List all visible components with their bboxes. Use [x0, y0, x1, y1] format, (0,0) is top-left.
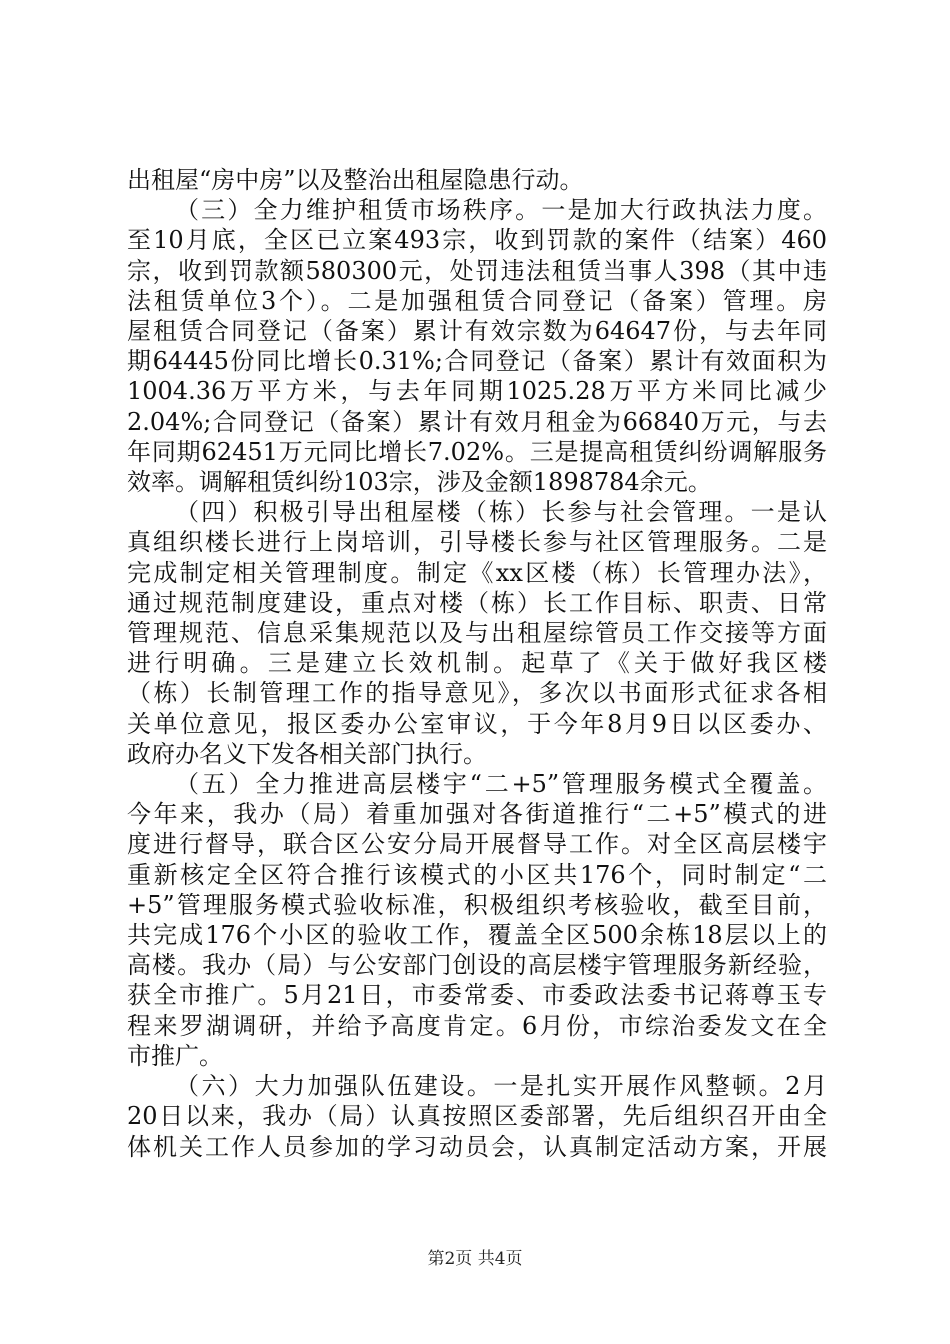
text-line: 市推广。: [127, 1041, 223, 1070]
text-line: 1004.36万平方米，与去年同期1025.28万平方米同比减少: [127, 377, 827, 406]
text-line: 获全市推广。5月21日，市委常委、市委政法委书记蒋尊玉专: [127, 981, 827, 1010]
text-line: +5”管理服务模式验收标准，积极组织考核验收，截至目前，: [127, 890, 827, 919]
text-line: 程来罗湖调研，并给予高度肯定。6月份，市综治委发文在全: [127, 1011, 827, 1040]
text-line: 完成制定相关管理制度。制定《xx区楼（栋）长管理办法》，: [127, 558, 827, 587]
text-line: 至10月底，全区已立案493宗，收到罚款的案件（结案）460: [127, 226, 827, 255]
text-line: 屋租赁合同登记（备案）累计有效宗数为64647份，与去年同: [127, 317, 827, 346]
body-text: [127, 165, 827, 1162]
text-line: 20日以来，我办（局）认真按照区委部署，先后组织召开由全: [127, 1102, 827, 1131]
text-line: 体机关工作人员参加的学习动员会，认真制定活动方案，开展: [127, 1132, 827, 1161]
text-line: 度进行督导，联合区公安分局开展督导工作。对全区高层楼宇: [127, 830, 827, 859]
text-line: 真组织楼长进行上岗培训，引导楼长参与社区管理服务。二是: [127, 528, 827, 557]
text-line: 重新核定全区符合推行该模式的小区共176个，同时制定“二: [127, 860, 827, 889]
text-line: 高楼。我办（局）与公安部门创设的高层楼宇管理服务新经验，: [127, 951, 827, 980]
text-line: 出租屋“房中房”以及整治出租屋隐患行动。: [127, 166, 584, 194]
text-line: 今年来，我办（局）着重加强对各街道推行“二+5”模式的进: [127, 800, 827, 829]
text-line: 关单位意见，报区委办公室审议，于今年8月9日以区委办、: [127, 709, 827, 738]
text-line: 共完成176个小区的验收工作，覆盖全区500余栋18层以上的: [127, 921, 827, 950]
text-line: 效率。调解租赁纠纷103宗，涉及金额1898784余元。: [127, 468, 712, 497]
text-line: 2.04%;合同登记（备案）累计有效月租金为66840万元，与去: [127, 407, 827, 436]
text-line: 法租赁单位3个）。二是加强租赁合同登记（备案）管理。房: [127, 286, 827, 315]
text-line: 期64445份同比增长0.31%;合同登记（备案）累计有效面积为: [127, 347, 827, 376]
text-line: 管理规范、信息采集规范以及与出租屋综管员工作交接等方面: [127, 619, 827, 648]
text-line: 政府办名义下发各相关部门执行。: [127, 739, 487, 768]
text-line: 进行明确。三是建立长效机制。起草了《关于做好我区楼: [127, 649, 827, 678]
page-footer: 第2页 共4页: [427, 1249, 523, 1269]
text-line: （四）积极引导出租屋楼（栋）长参与社会管理。一是认: [175, 498, 827, 527]
text-line: 通过规范制度建设，重点对楼（栋）长工作目标、职责、日常: [127, 588, 827, 617]
text-line: 年同期62451万元同比增长7.02%。三是提高租赁纠纷调解服务: [127, 437, 827, 466]
text-line: （六）大力加强队伍建设。一是扎实开展作风整顿。2月: [175, 1072, 827, 1101]
text-line: （栋）长制管理工作的指导意见》，多次以书面形式征求各相: [127, 679, 827, 708]
text-line: 宗，收到罚款额580300元，处罚违法租赁当事人398（其中违: [127, 256, 827, 285]
text-line: （三）全力维护租赁市场秩序。一是加大行政执法力度。: [175, 196, 827, 225]
text-line: （五）全力推进高层楼宇“二+5”管理服务模式全覆盖。: [175, 770, 827, 799]
